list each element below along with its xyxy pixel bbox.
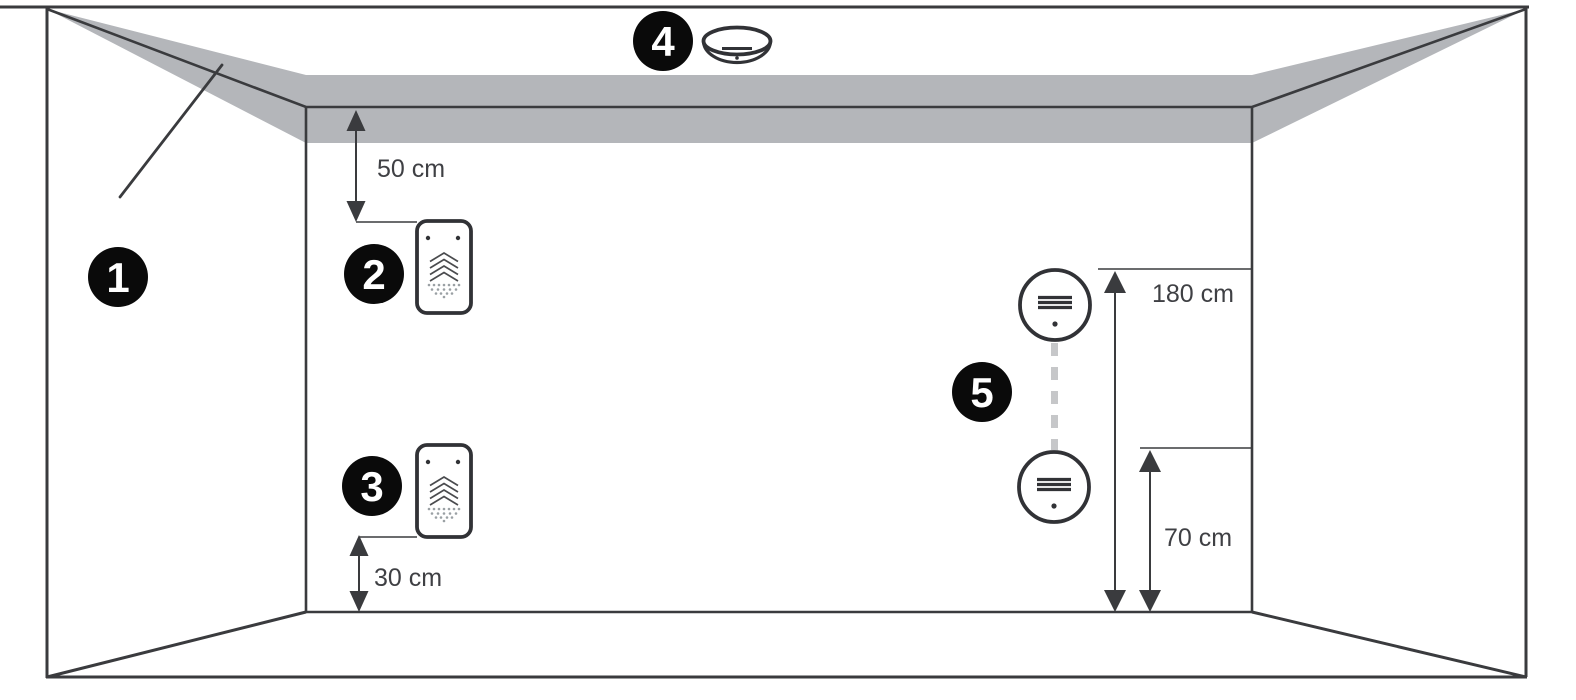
- callout-4-number: 4: [651, 18, 675, 65]
- callout-3-number: 3: [360, 463, 384, 510]
- callout-1-number: 1: [106, 254, 130, 301]
- callout-2-number: 2: [362, 251, 386, 298]
- callout-4-ceiling-detector: [633, 11, 771, 71]
- upper-device-height-label: 180 cm: [1152, 280, 1234, 308]
- floor-offset-label: 30 cm: [374, 564, 443, 592]
- floor-right-edge: [1252, 612, 1526, 677]
- callout-1-ceiling-band: [88, 65, 222, 307]
- callout-5-number: 5: [970, 369, 994, 416]
- floor-left-edge: [47, 612, 306, 677]
- wall-sensor-upper-icon: [417, 221, 471, 313]
- round-device-upper-icon: [1020, 270, 1090, 340]
- dimension-upper-device-height: [1098, 269, 1252, 612]
- callout-3-lower-wall-sensor: [342, 445, 471, 612]
- ceiling-detector-icon: [704, 28, 771, 63]
- dimension-lower-device-height: [1139, 448, 1252, 612]
- ceiling-offset-label: 50 cm: [377, 155, 446, 183]
- ceiling-perimeter-band: [47, 9, 1526, 143]
- lower-device-height-label: 70 cm: [1164, 524, 1233, 552]
- round-device-lower-icon: [1019, 452, 1089, 522]
- callout-1-leader-line: [120, 65, 222, 197]
- callout-5-round-wall-devices: [952, 269, 1252, 612]
- wall-sensor-lower-icon: [417, 445, 471, 537]
- dimension-floor-offset: [350, 535, 443, 612]
